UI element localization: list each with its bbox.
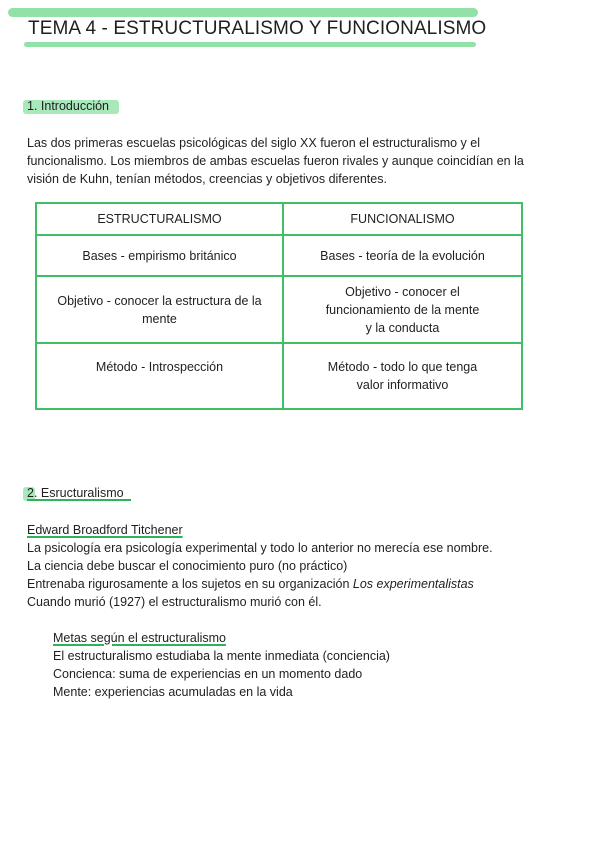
goals-heading-text: Metas según el estructuralismo — [53, 631, 226, 645]
intro-line: Las dos primeras escuelas psicológicas del siglo XX fueron el estructuralismo y el — [27, 136, 480, 150]
person-name — [27, 521, 493, 539]
table-row — [36, 276, 522, 343]
goals-block — [53, 629, 390, 701]
table-cell: Método - todo lo que tenga valor informativo — [283, 343, 522, 409]
intro-paragraph — [27, 134, 524, 188]
body-line-text: Entrenaba rigurosamente a los sujetos en su organización — [27, 577, 353, 591]
goals-line: El estructuralismo estudiaba la mente inmediata (conciencia) — [53, 649, 390, 663]
table-cell: Bases - empirismo británico — [36, 235, 283, 276]
table-header-cell: ESTRUCTURALISMO — [36, 203, 283, 235]
italic-phrase: Los experimentalistas — [352, 577, 474, 591]
goals-heading — [53, 629, 390, 647]
intro-line: funcionalismo. Los miembros de ambas escuelas fueron rivales y aunque coincidían en la — [27, 154, 524, 168]
table-cell: Bases - teoría de la evolución — [283, 235, 522, 276]
body-line: La psicología era psicología experimental y todo lo anterior no merecía ese nombre. — [27, 541, 493, 555]
title-highlight-bottom — [24, 42, 476, 47]
section-heading-estructuralismo — [27, 486, 124, 500]
section-heading-text: 2. Esructuralismo — [27, 486, 124, 500]
table-header-row — [36, 203, 522, 235]
table-cell: Método - Introspección — [36, 343, 283, 409]
intro-line: visión de Kuhn, tenían métodos, creencias y objetivos diferentes. — [27, 172, 387, 186]
body-line: La ciencia debe buscar el conocimiento puro (no práctico) — [27, 559, 348, 573]
body-line — [27, 575, 493, 593]
table-row — [36, 235, 522, 276]
person-name-text: Edward Broadford Titchener — [27, 523, 183, 537]
table-cell: Objetivo - conocer el funcionamiento de la mente y la conducta — [283, 276, 522, 343]
table-cell: Objetivo - conocer la estructura de la mente — [36, 276, 283, 343]
titchener-block — [27, 521, 493, 611]
section-heading-introduccion — [27, 99, 109, 113]
title-highlight-top — [8, 8, 478, 17]
table-row — [36, 343, 522, 409]
goals-line: Concienca: suma de experiencias en un momento dado — [53, 667, 363, 681]
title-block — [24, 10, 487, 50]
comparison-table — [35, 202, 523, 410]
table-header-cell: FUNCIONALISMO — [283, 203, 522, 235]
goals-line: Mente: experiencias acumuladas en la vida — [53, 685, 293, 699]
section-heading-text: 1. Introducción — [27, 99, 109, 113]
body-line: Cuando murió (1927) el estructuralismo murió con él. — [27, 595, 322, 609]
page-title: TEMA 4 - ESTRUCTURALISMO Y FUNCIONALISMO — [28, 18, 487, 39]
